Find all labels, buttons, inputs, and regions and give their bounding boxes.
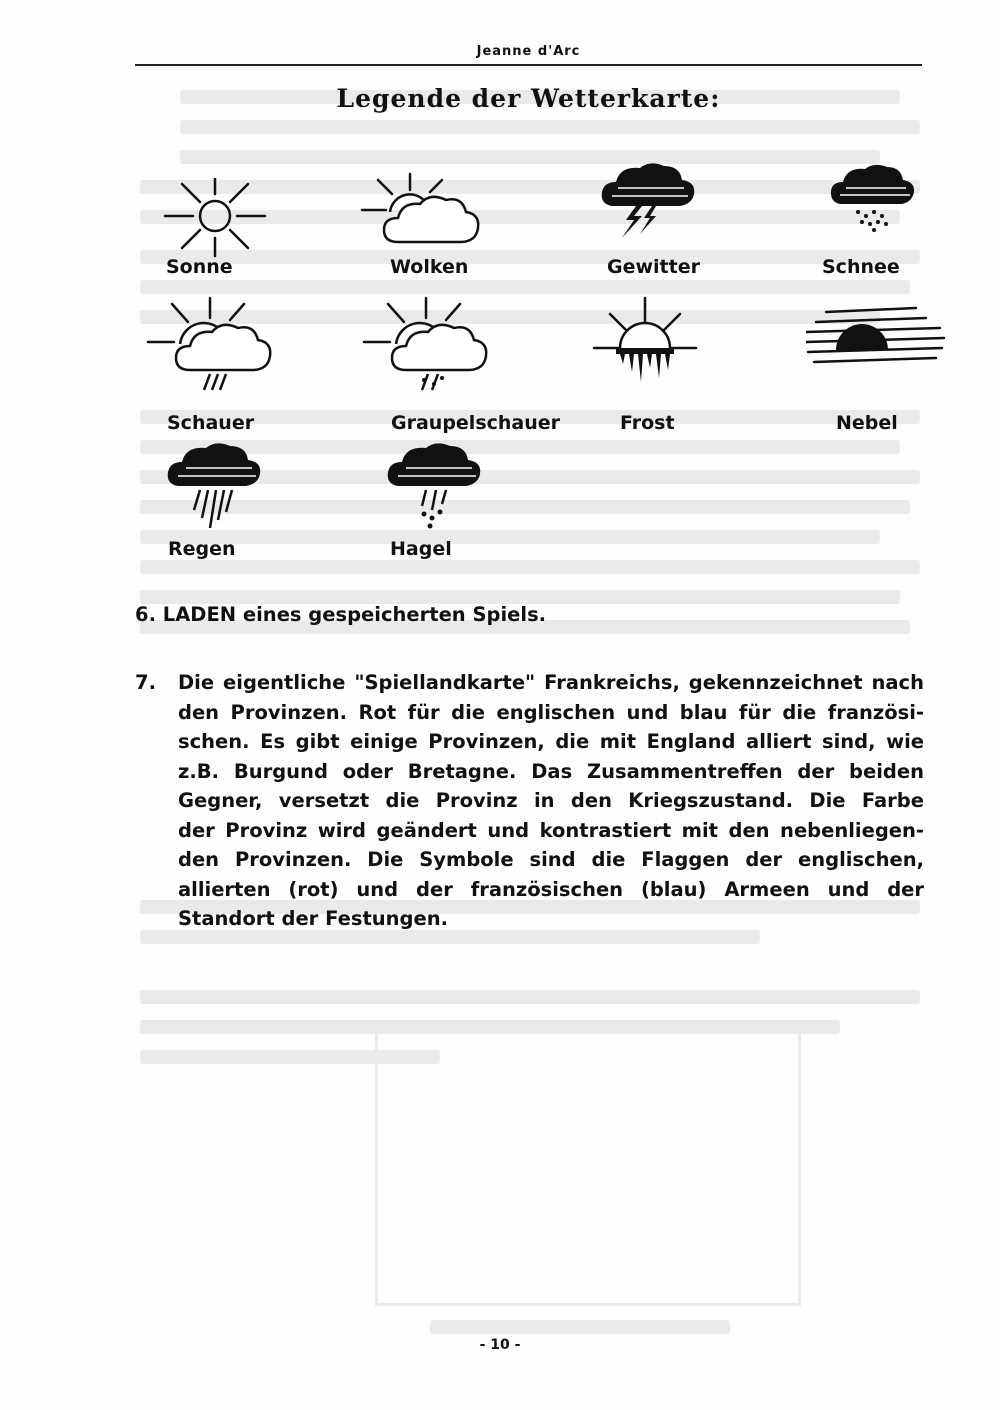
legend-label-sonne: Sonne <box>166 256 233 278</box>
cloud-sun-icon <box>360 172 490 262</box>
section-7-line: den Provinzen. Rot für die englischen und blau für die französi- <box>178 700 924 724</box>
section-7-line: Gegner, versetzt die Provinz in den Kriegszustand. Die Farbe <box>178 789 924 812</box>
legend-label-schnee: Schnee <box>822 256 900 278</box>
fog-icon <box>806 302 946 372</box>
legend-label-wolken: Wolken <box>390 256 469 278</box>
header-rule <box>135 64 922 66</box>
section-7-line: Die eigentliche "Spiellandkarte" Frankreichs, gekennzeichnet nach <box>178 671 924 694</box>
legend-label-frost: Frost <box>620 412 675 434</box>
legend-title: Legende der Wetterkarte: <box>336 84 721 113</box>
sleet-shower-icon <box>362 296 492 396</box>
thunderstorm-icon <box>598 162 698 242</box>
section-7-line: Standort der Festungen. <box>178 907 449 930</box>
section-7-text <box>178 668 924 934</box>
section-7-line: den Provinzen. Die Symbole sind die Flaggen der englischen, <box>178 848 924 871</box>
section-7-line: allierten (rot) und der französischen (blau) Armeen und der <box>178 877 924 901</box>
legend-label-graupelschauer: Graupelschauer <box>391 412 561 434</box>
shower-icon <box>146 296 276 396</box>
page-number: - 10 - <box>479 1337 521 1353</box>
frost-icon <box>590 296 700 406</box>
section-6-text: 6. LADEN eines gespeicherten Spiels. <box>135 603 547 626</box>
section-7-line: schen. Es gibt einige Provinzen, die mit England alliert sind, wie <box>178 730 924 753</box>
section-7-line: der Provinz wird geändert und kontrastiert mit den nebenliegen- <box>178 818 924 842</box>
legend-label-gewitter: Gewitter <box>607 256 700 278</box>
sun-icon <box>160 178 270 258</box>
rain-icon <box>166 440 266 536</box>
legend-label-schauer: Schauer <box>167 412 255 434</box>
legend-label-regen: Regen <box>168 538 236 560</box>
legend-label-nebel: Nebel <box>836 412 898 434</box>
section-7-number: 7. <box>135 671 156 694</box>
section-7-line: z.B. Burgund oder Bretagne. Das Zusammentreffen der beiden <box>178 759 924 783</box>
running-header: Jeanne d'Arc <box>476 44 581 59</box>
legend-label-hagel: Hagel <box>390 538 452 560</box>
snow-icon <box>828 162 918 237</box>
hail-icon <box>386 440 486 536</box>
